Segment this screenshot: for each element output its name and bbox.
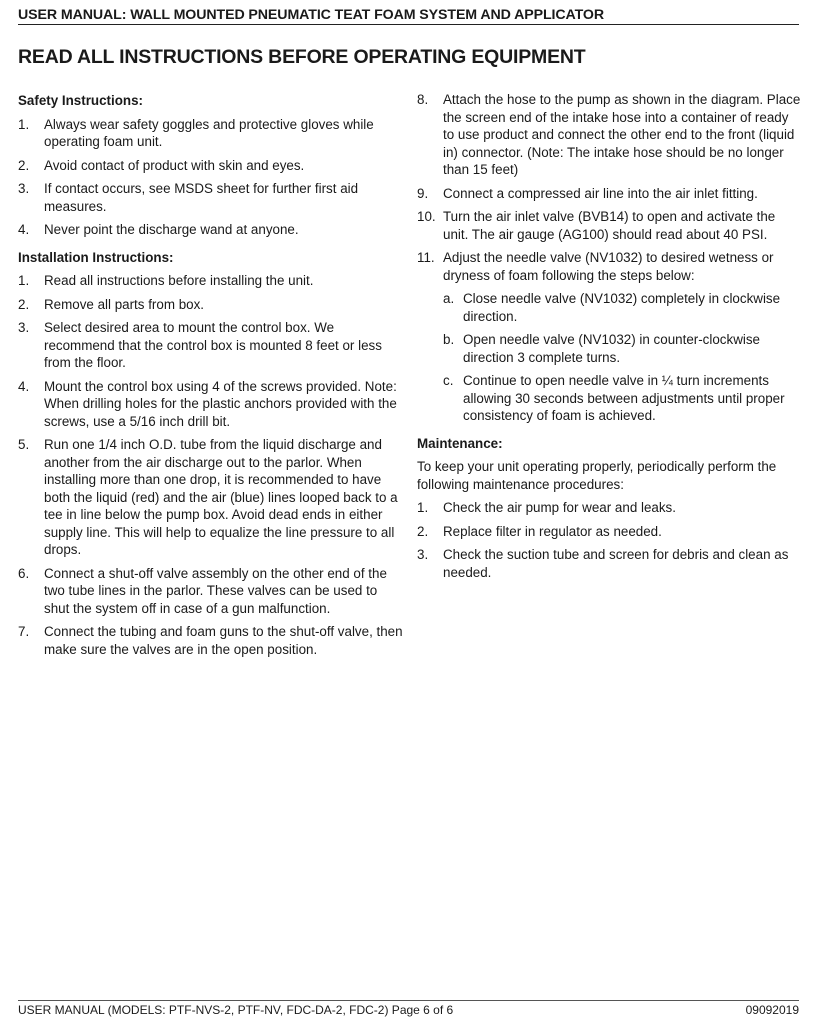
item-number: 4.: [18, 222, 30, 237]
item-number: 7.: [18, 624, 30, 639]
list-item: [417, 546, 803, 581]
list-item: [417, 208, 803, 243]
left-column: [18, 92, 404, 664]
sub-list-item: [443, 372, 803, 425]
maintenance-heading: Maintenance:: [417, 435, 503, 451]
item-number: 1.: [18, 116, 30, 132]
list-item: [18, 272, 404, 290]
maintenance-list: [417, 499, 803, 581]
needle-valve-steps: [443, 290, 803, 425]
item-number: 9.: [417, 185, 429, 201]
item-text: Check the air pump for wear and leaks.: [443, 500, 676, 515]
item-text: Connect a shut-off valve assembly on the other end of the two tube lines in the parlor. These valves can be used to shut the system off in case of a gun malfunction.: [44, 565, 387, 616]
item-number: 3.: [18, 181, 30, 196]
maintenance-intro: To keep your unit operating properly, periodically perform the following maintenance procedures:: [417, 459, 777, 492]
item-number: 5.: [18, 437, 30, 452]
item-number: 3.: [18, 320, 30, 335]
right-column: [417, 91, 803, 587]
list-item: [18, 221, 404, 239]
item-text: Connect the tubing and foam guns to the shut-off valve, then make sure the valves are in the open position.: [44, 624, 403, 657]
item-text: If contact occurs, see MSDS sheet for further first aid measures.: [44, 181, 359, 214]
item-number: 2.: [18, 157, 30, 173]
item-number: 3.: [417, 547, 429, 562]
list-item: [18, 623, 404, 658]
list-item: [18, 378, 404, 431]
item-text: Always wear safety goggles and protective gloves while operating foam unit.: [44, 116, 374, 149]
item-text: Replace filter in regulator as needed.: [443, 523, 662, 539]
item-text: Close needle valve (NV1032) completely in clockwise direction.: [463, 291, 781, 324]
item-letter: c.: [443, 373, 454, 388]
list-item: [18, 565, 404, 618]
item-text: Avoid contact of product with skin and eyes.: [44, 157, 305, 173]
item-text: Select desired area to mount the control box. We recommend that the control box is mounted 8 feet or less from the floor.: [44, 320, 382, 370]
page-footer: [18, 1000, 799, 1018]
list-item: [417, 499, 803, 517]
list-item: [18, 180, 404, 215]
item-text: Never point the discharge wand at anyone.: [44, 222, 299, 237]
list-item: [417, 249, 803, 425]
item-number: 1.: [18, 273, 30, 288]
list-item: [18, 436, 404, 559]
item-text: Continue to open needle valve in ¼ turn increments allowing 30 seconds between adjustments until proper consistency of foam is achieved.: [463, 373, 785, 423]
item-text: Attach the hose to the pump as shown in the diagram. Place the screen end of the intake hose into a container of ready to use product and connect the other end to the front (liquid in) connector. (Note: The intake hose should be no longer than 15 feet): [443, 92, 801, 177]
sub-list-item: [443, 290, 803, 325]
sub-list-item: [443, 331, 803, 366]
item-text: Mount the control box using 4 of the screws provided. Note: When drilling holes for the plastic anchors provided with the screws, use a 5/16 inch drill bit.: [44, 378, 397, 429]
page-header: USER MANUAL: WALL MOUNTED PNEUMATIC TEAT FOAM SYSTEM AND APPLICATOR: [18, 6, 799, 25]
item-letter: a.: [443, 291, 455, 306]
item-number: 2.: [18, 296, 30, 312]
list-item: [18, 116, 404, 151]
item-text: Open needle valve (NV1032) in counter-clockwise direction 3 complete turns.: [463, 332, 760, 365]
safety-list: [18, 116, 404, 239]
list-item: [18, 157, 404, 175]
installation-list-part1: [18, 272, 404, 658]
item-text: Run one 1/4 inch O.D. tube from the liquid discharge and another from the air discharge out to the parlor. When installing more than one drop, it is recommended to have both the liquid (red) and the air (blue) lines looped back to a tee in line below the pump box. Avoid dead ends in either supply line. This will help to equalize the line pressure to all drops.: [44, 437, 398, 557]
item-letter: b.: [443, 332, 455, 347]
installation-list-part2: [417, 91, 803, 425]
item-text: Adjust the needle valve (NV1032) to desired wetness or dryness of foam following the steps below:: [443, 250, 774, 283]
footer-models: USER MANUAL (MODELS: PTF-NVS-2, PTF-NV, FDC-DA-2, FDC-2) Page 6 of 6: [18, 1003, 454, 1017]
item-text: Read all instructions before installing the unit.: [44, 273, 314, 288]
safety-heading: Safety Instructions:: [18, 93, 144, 108]
item-number: 8.: [417, 92, 429, 107]
item-number: 2.: [417, 523, 429, 539]
item-number: 1.: [417, 500, 429, 515]
main-title: READ ALL INSTRUCTIONS BEFORE OPERATING EQUIPMENT: [18, 46, 586, 68]
installation-heading: Installation Instructions:: [18, 249, 174, 265]
item-text: Connect a compressed air line into the air inlet fitting.: [443, 185, 758, 201]
footer-date-code: 09092019: [745, 1003, 799, 1017]
item-text: Check the suction tube and screen for debris and clean as needed.: [443, 547, 789, 580]
list-item: [417, 91, 803, 179]
item-number: 4.: [18, 378, 30, 394]
item-number: 10.: [417, 209, 436, 224]
list-item: [417, 185, 803, 203]
list-item: [18, 319, 404, 372]
item-number: 11.: [417, 250, 435, 265]
list-item: [417, 523, 803, 541]
item-text: Remove all parts from box.: [44, 296, 205, 312]
list-item: [18, 296, 404, 314]
item-text: Turn the air inlet valve (BVB14) to open and activate the unit. The air gauge (AG100) should read about 40 PSI.: [443, 209, 776, 242]
item-number: 6.: [18, 565, 30, 581]
